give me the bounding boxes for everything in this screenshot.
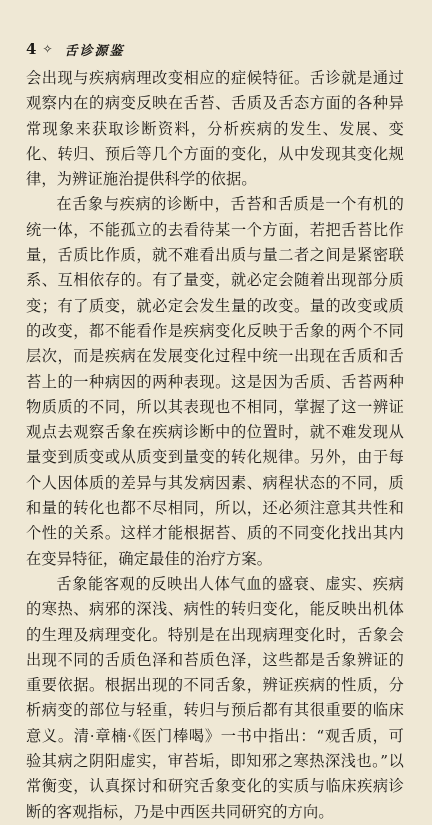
page-header [26, 38, 404, 60]
page-number: 4 [26, 40, 37, 58]
running-title: 舌诊源鉴 [64, 43, 125, 59]
paragraph-continuation: 会出现与疾病病理改变相应的症候特征。舌诊就是通过观察内在的病变反映在舌苔、舌质及舌态方面的各种异常现象来获取诊断资料，分析疾病的发生、发展、变化、转归、预后等几个方面的变化，从中发现其变化规律，为辨证施治提供科学的依据。 [26, 69, 404, 189]
paragraph-tongue-signs: 舌象能客观的反映出人体气血的盛衰、虚实、疾病的寒热、病邪的深浅、病性的转归变化，能反映出机体的生理及病理变化。特别是在出现病理变化时，舌象会出现不同的舌质色泽和苔质色泽，这些都是舌象辨证的重要依据。根据出现的不同舌象，辨证疾病的性质，分析病变的部位与轻重，转归与预后都有其很重要的临床意义。清·章楠·《医门棒喝》一书中指出：“观舌质，可验其病之阴阳虚实，审苔垢，即知邪之寒热深浅也。”以常衡变，认真探讨和研究舌象变化的实质与临床疾病诊断的客观指标，乃是中西医共同研究的方向。 [26, 574, 404, 821]
paragraph-tongue-coating-and-body: 在舌象与疾病的诊断中，舌苔和舌质是一个有机的统一体，不能孤立的去看待某一个方面，若把舌苔比作量，舌质比作质，就不难看出质与量二者之间是紧密联系、互相依存的。有了量变，就必定会随着出现部分质变；有了质变，就必定会发生量的改变。量的改变或质的改变，都不能看作是疾病变化反映于舌象的两个不同层次，而是疾病在发展变化过程中统一出现在舌质和舌苔上的一种病因的两种表现。这是因为舌质、舌苔两种物质质的不同，所以其表现也不相同，掌握了这一辨证观点去观察舌象在疾病诊断中的位置时，就不难发现从量变到质变或从质变到量变的转化规律。另外，由于每个人因体质的差异与其发病因素、病程状态的不同，质和量的转化也都不尽相同，所以，还必须注意其共性和个性的关系。这样才能根据苔、质的不同变化找出其内在变异特征，确定最佳的治疗方案。 [26, 195, 404, 568]
ornament-icon: ✧ [42, 42, 53, 56]
